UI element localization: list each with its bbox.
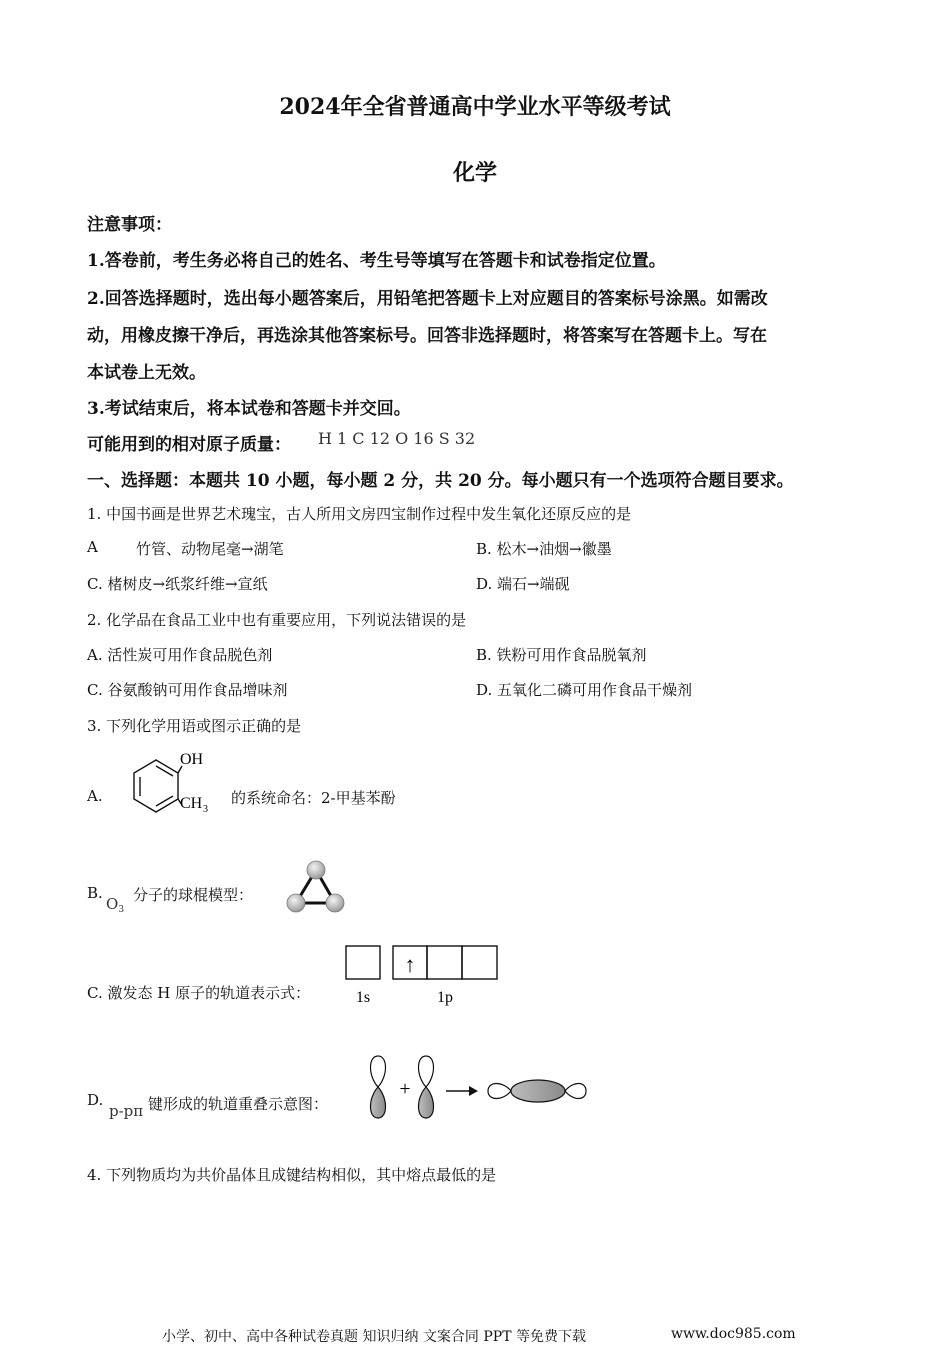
plus-sign: +	[399, 1078, 411, 1100]
q2-option-c: C. 谷氨酸钠可用作食品增味剂	[87, 681, 288, 699]
q3-option-a-label: A.	[87, 787, 103, 805]
methyl-label: CH	[180, 795, 203, 812]
notice-heading: 注意事项：	[87, 215, 172, 235]
footer-url[interactable]: www.doc985.com	[671, 1326, 796, 1342]
ozone-formula: $O_3$	[106, 895, 125, 915]
q3-stem: 3. 下列化学用语或图示正确的是	[87, 717, 302, 735]
p-p-pi-overlap-diagram	[360, 1050, 590, 1125]
q1-option-d: D. 端石→端砚	[476, 575, 570, 593]
h-orbital-diagram	[340, 940, 505, 1010]
q3-option-c-text: C. 激发态 H 原子的轨道表示式：	[87, 984, 311, 1002]
q2-stem: 2. 化学品在食品工业中也有重要应用，下列说法错误的是	[87, 611, 467, 629]
methylphenol-structure	[118, 748, 218, 818]
notice-item-2-line-1: 2.回答选择题时，选出每小题答案后，用铅笔把答题卡上对应题目的答案标号涂黑。如需改	[87, 289, 768, 309]
subject-title: 化学	[452, 160, 497, 186]
ozone-ball-stick-model	[280, 855, 350, 917]
q3-option-b-label: B.	[87, 884, 103, 902]
notice-item-3: 3.考试结束后，将本试卷和答题卡并交回。	[87, 399, 411, 419]
notice-item-2-line-2: 动，用橡皮擦干净后，再选涂其他答案标号。回答非选择题时，将答案写在答题卡上。写在	[87, 326, 767, 346]
q3-option-a-text: 的系统命名：2-甲基苯酚	[231, 789, 396, 807]
atomic-mass-label: 可能用到的相对原子质量：	[87, 435, 291, 455]
q2-option-a: A. 活性炭可用作食品脱色剂	[87, 646, 273, 664]
footer-text: 小学、初中、高中各种试卷真题 知识归纳 文案合同 PPT 等免费下载	[162, 1329, 586, 1345]
notice-item-1: 1.答卷前，考生务必将自己的姓名、考生号等填写在答题卡和试卷指定位置。	[87, 251, 666, 271]
q4-stem: 4. 下列物质均为共价晶体且成键结构相似，其中熔点最低的是	[87, 1166, 497, 1184]
atomic-mass-values: H 1 C 12 O 16 S 32	[318, 429, 476, 448]
notice-item-2-line-3: 本试卷上无效。	[87, 363, 206, 383]
q2-option-d: D. 五氧化二磷可用作食品干燥剂	[476, 681, 693, 699]
q1-stem: 1. 中国书画是世界艺术瑰宝，古人所用文房四宝制作过程中发生氧化还原反应的是	[87, 505, 632, 523]
spin-up-arrow: ↑	[404, 952, 416, 977]
hydroxyl-label: OH	[180, 751, 204, 768]
q3-option-d-text: 键形成的轨道重叠示意图：	[148, 1095, 329, 1113]
q1-option-b: B. 松木→油烟→徽墨	[476, 540, 612, 558]
q2-option-b: B. 铁粉可用作食品脱氧剂	[476, 646, 647, 664]
q3-option-b-text: 分子的球棍模型：	[133, 886, 254, 904]
q1-option-a: 竹管、动物尾毫→湖笔	[136, 540, 284, 558]
methyl-subscript: 3	[203, 804, 208, 815]
orbital-label-1s: 1s	[355, 989, 371, 1006]
pp-pi-label: p-pπ	[109, 1102, 144, 1120]
q3-option-d-label: D.	[87, 1091, 104, 1109]
q1-option-c: C. 楮树皮→纸浆纤维→宣纸	[87, 575, 268, 593]
orbital-label-1p: 1p	[437, 989, 453, 1006]
exam-title: 2024年全省普通高中学业水平等级考试	[279, 94, 671, 120]
section-1-heading: 一、选择题：本题共 10 小题，每小题 2 分，共 20 分。每小题只有一个选项符合题目要求。	[87, 471, 794, 491]
q1-option-a-label: A	[87, 538, 98, 556]
